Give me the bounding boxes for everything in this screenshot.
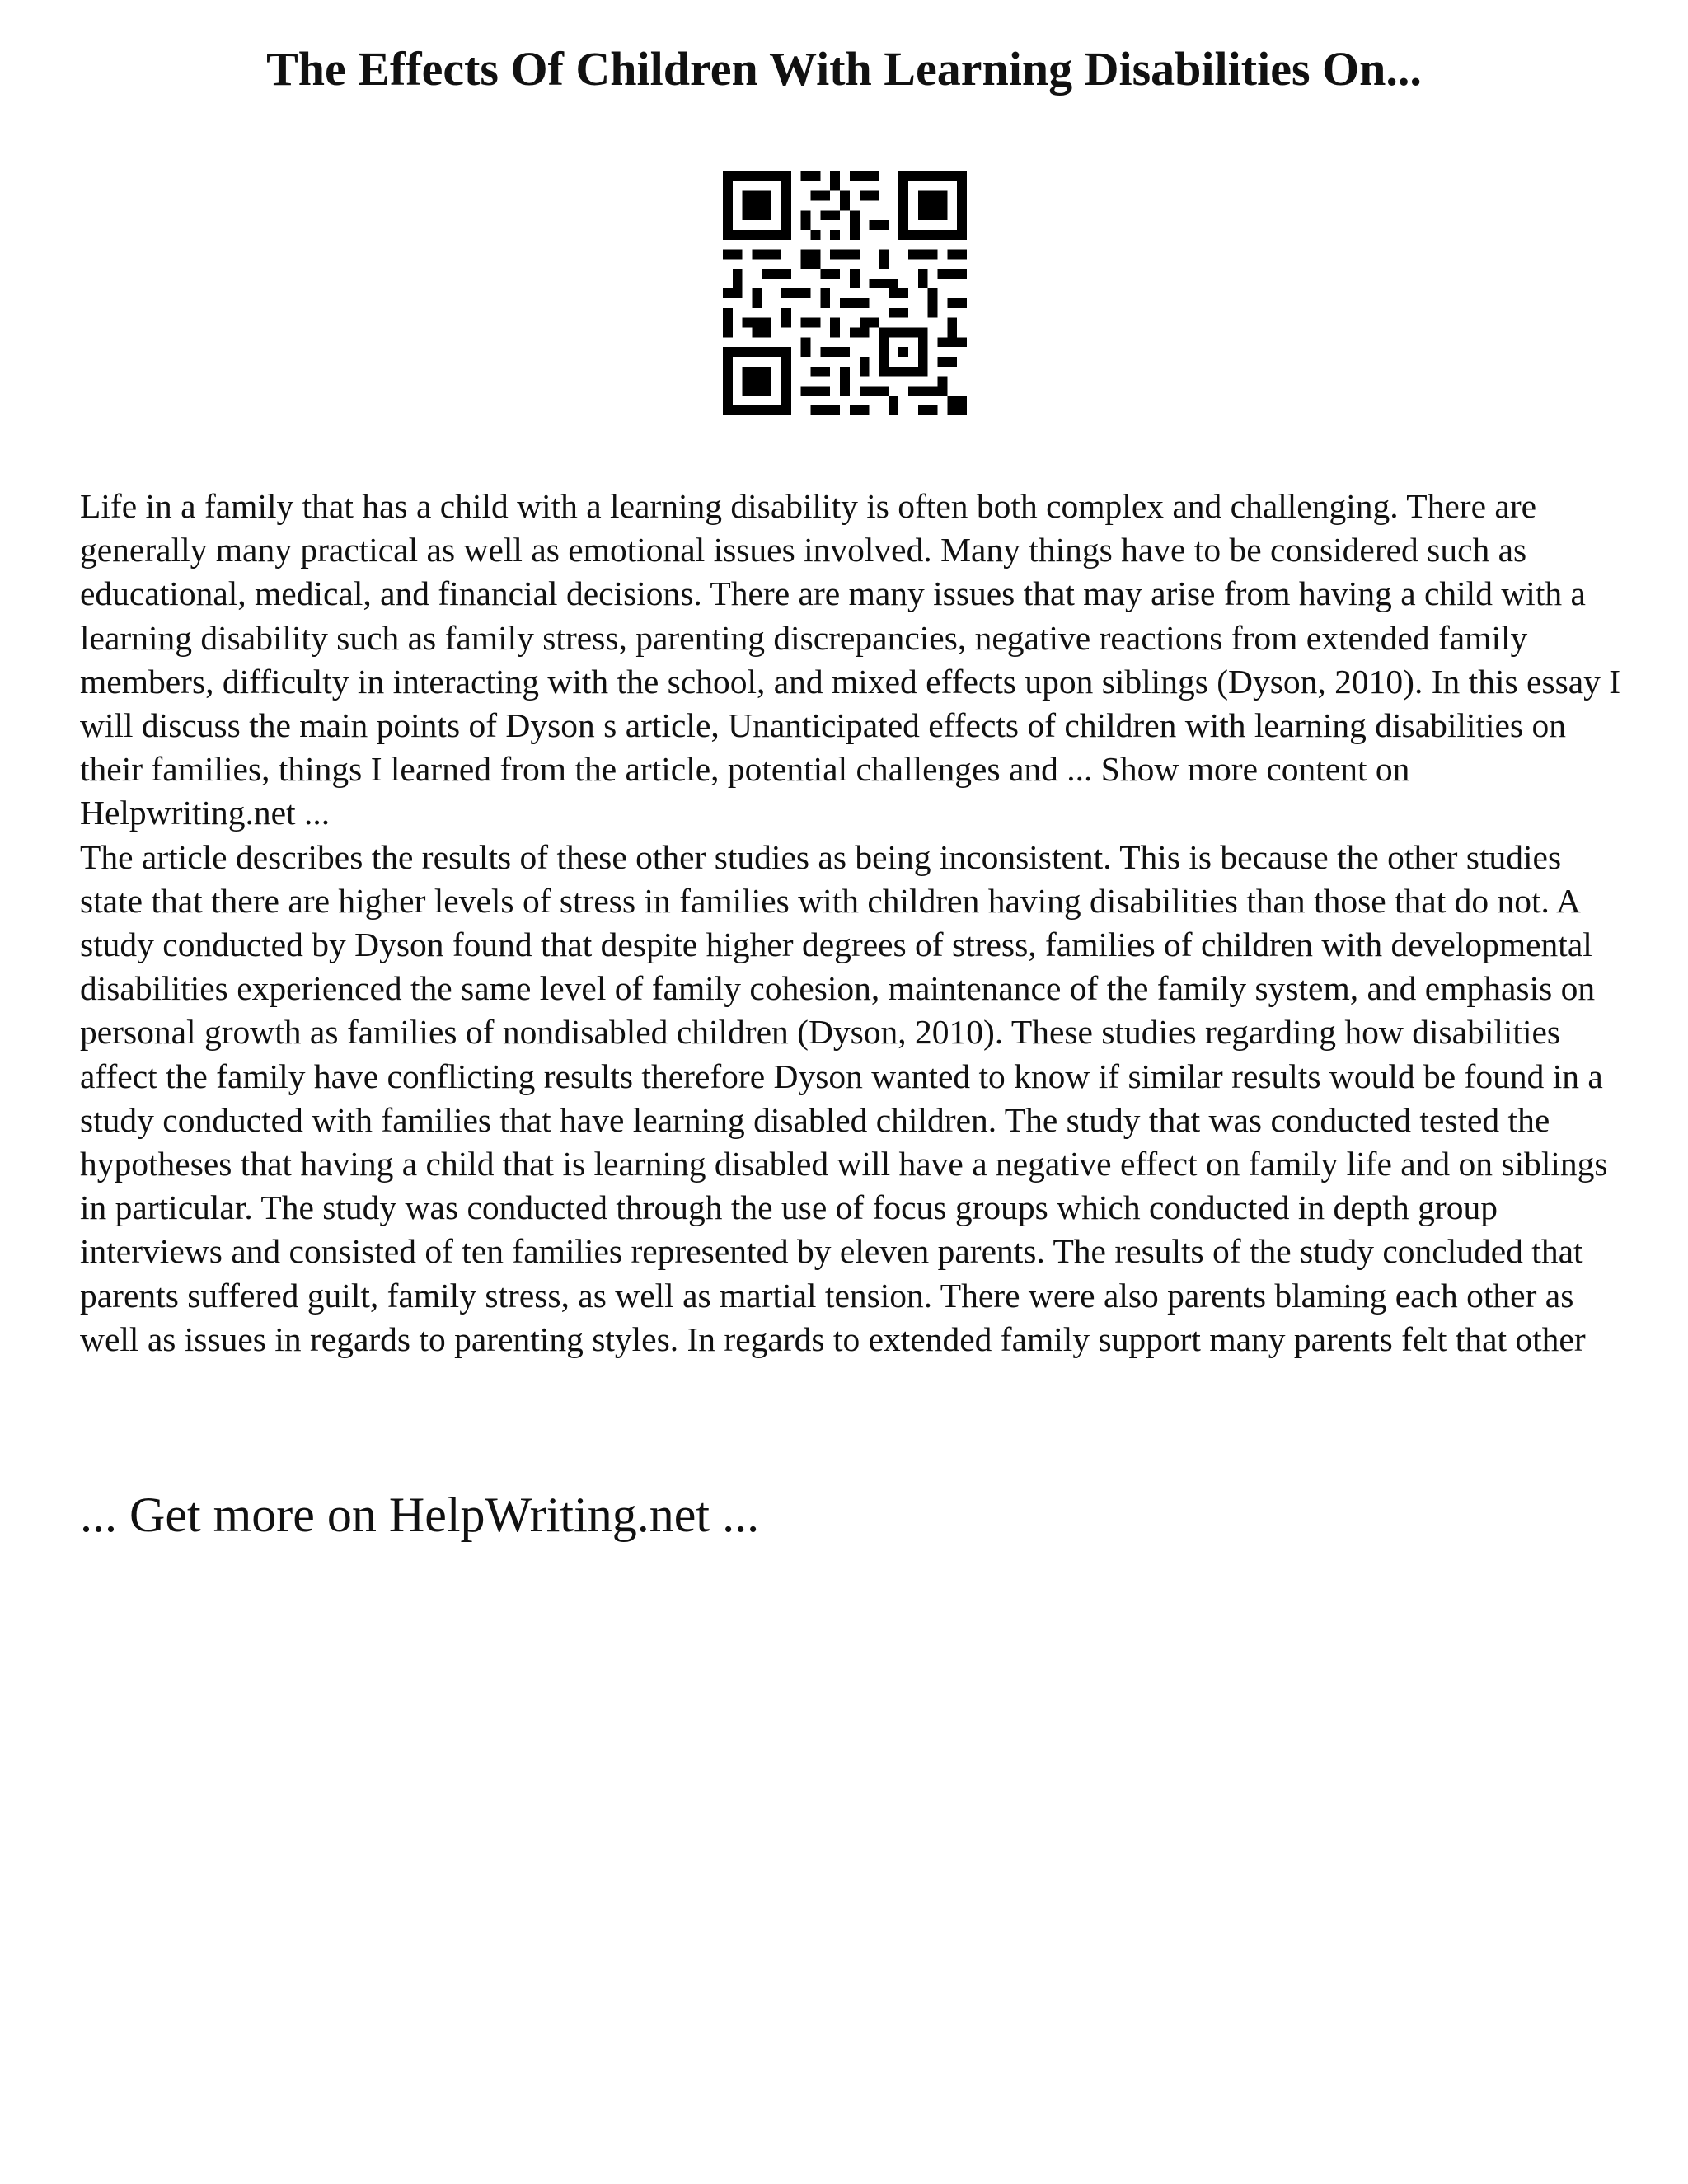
paragraph-2: The article describes the results of these other studies as being inconsistent. This is because the other studies state that there are higher levels of stress in families with children having disabilities than those that do not. A study conducted by Dyson found that despite higher degrees of stress, families of children with developmental disabilities experienced the same level of family cohesion, maintenance of the family system, and emphasis on personal growth as families of nondisabled children (Dyson, 2010). These studies regarding how disabilities affect the family have conflicting results therefore Dyson wanted to know if similar results would be found in a study conducted with families that have learning disabled children. The study that was conducted tested the hypotheses that having a child that is learning disabled will have a negative effect on family life and on siblings in particular. The study was conducted through the use of focus groups which conducted in depth group interviews and consisted of ten families represented by eleven parents. The results of the study concluded that parents suffered guilt, family stress, as well as martial tension. There were also parents blaming each other as well as issues in regards to parenting styles. In regards to extended family support many parents felt that other	[80, 837, 1608, 1358]
article-body	[80, 485, 1629, 1361]
page-title: The Effects Of Children With Learning Disabilities On...	[266, 42, 1422, 96]
qr-code	[723, 171, 967, 415]
paragraph-1: Life in a family that has a child with a learning disability is often both complex and challenging. There are generally many practical as well as emotional issues involved. Many things have to be considered such as educational, medical, and financial decisions. There are many issues that may arise from having a child with a learning disability such as family stress, parenting discrepancies, negative reactions from extended family members, difficulty in interacting with the school, and mixed effects upon siblings (Dyson, 2010). In this essay I will discuss the main points of Dyson s article, Unanticipated effects of children with learning disabilities on their families, things I learned from the article, potential challenges and ... Show more content on Helpwriting.net ...	[80, 487, 1621, 832]
get-more-link[interactable]: ... Get more on HelpWriting.net ...	[80, 1488, 760, 1542]
qr-code-icon	[723, 171, 967, 415]
